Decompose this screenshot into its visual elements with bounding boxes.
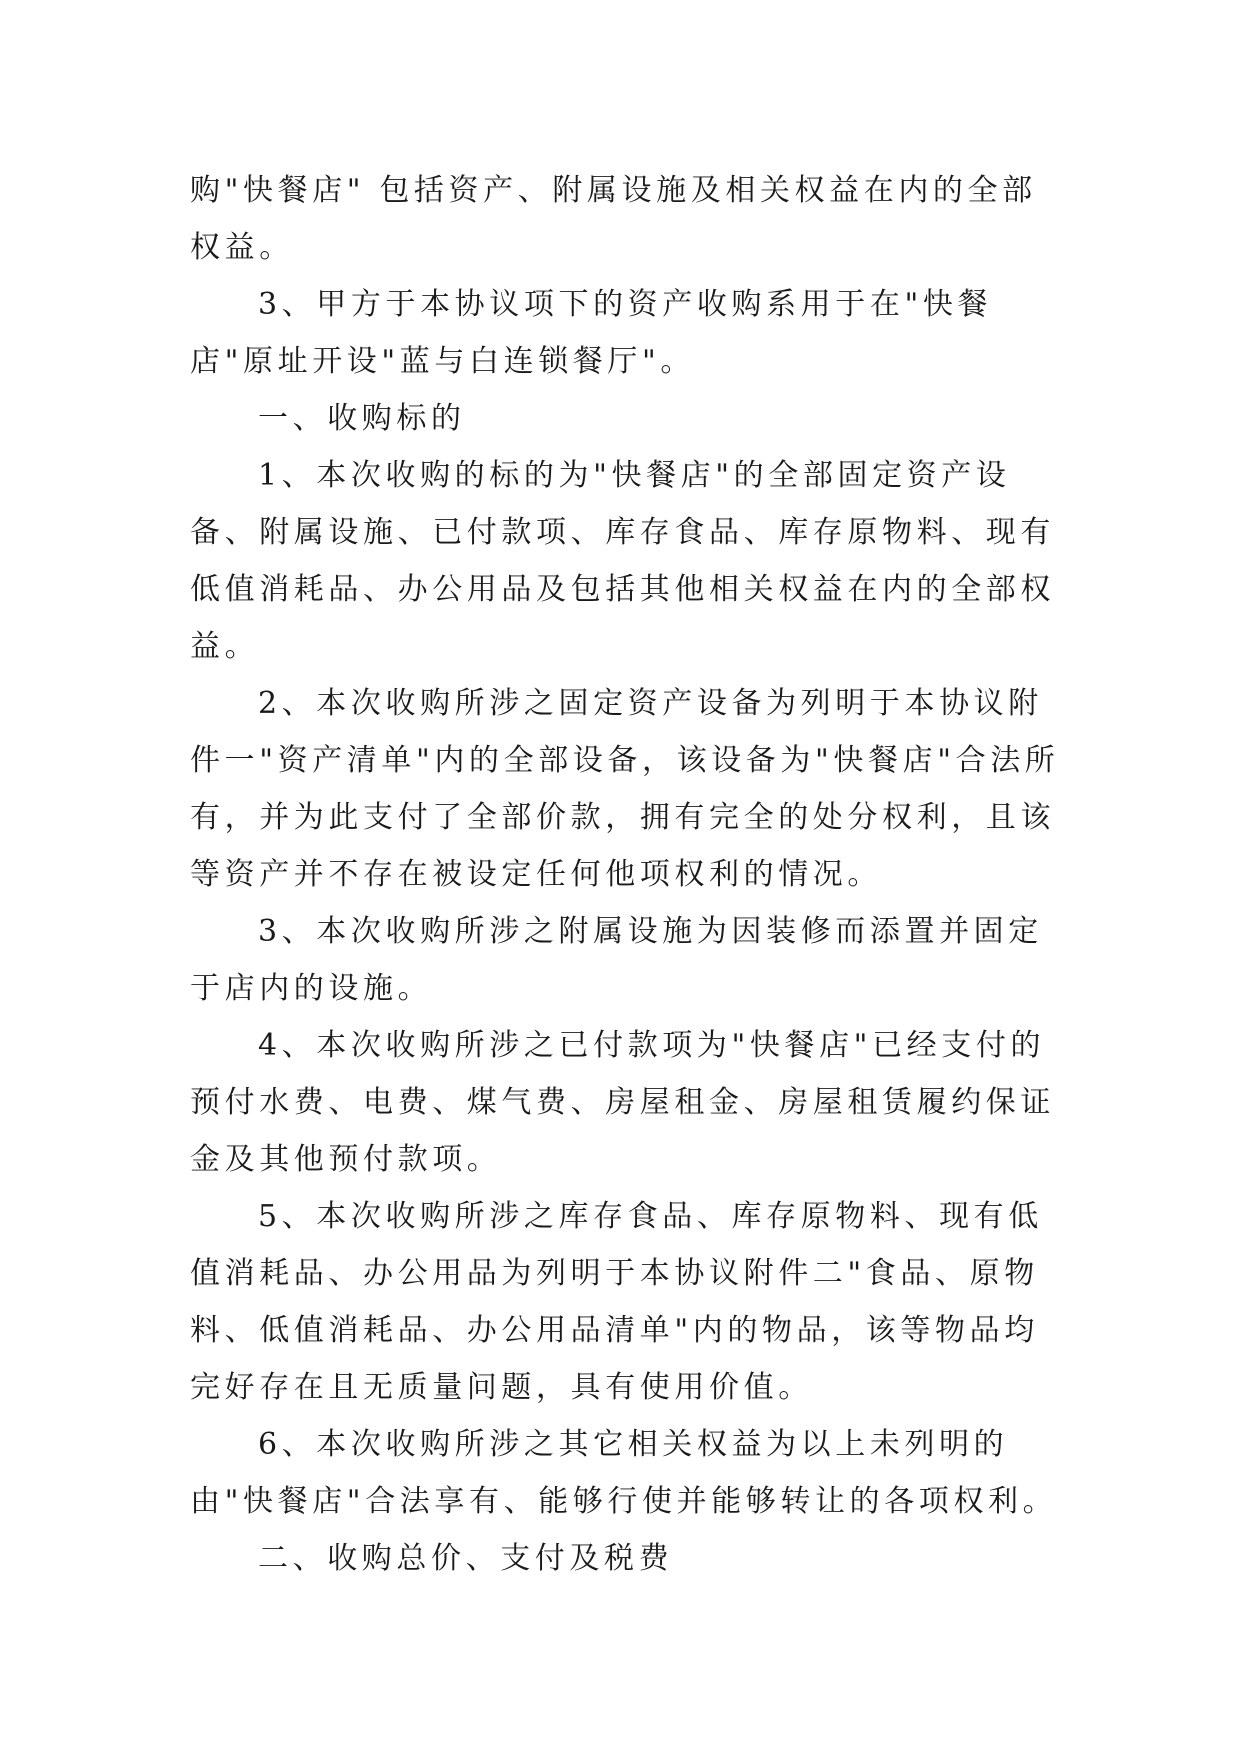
paragraph-item-1: 1、本次收购的标的为"快餐店"的全部固定资产设备、附属设施、已付款项、库存食品、库存原物料、现有低值消耗品、办公用品及包括其他相关权益在内的全部权益。	[190, 458, 1055, 664]
section-heading-price-payment-tax: 二、收购总价、支付及税费	[258, 1541, 674, 1576]
paragraph-continuation: 购"快餐店" 包括资产、附属设施及相关权益在内的全部权益。	[190, 173, 1037, 265]
document-body	[190, 162, 1070, 1587]
paragraph-item-5: 5、本次收购所涉之库存食品、库存原物料、现有低值消耗品、办公用品为列明于本协议附件二"食品、原物料、低值消耗品、办公用品清单"内的物品，该等物品均完好存在且无质量问题，具有使用价值。	[190, 1199, 1043, 1405]
paragraph-item-4: 4、本次收购所涉之已付款项为"快餐店"已经支付的预付水费、电费、煤气费、房屋租金、房屋租赁履约保证金及其他预付款项。	[190, 1028, 1055, 1177]
paragraph-intro-3: 3、甲方于本协议项下的资产收购系用于在"快餐店"原址开设"蓝与白连锁餐厅"。	[190, 287, 993, 379]
paragraph-item-2: 2、本次收购所涉之固定资产设备为列明于本协议附件一"资产清单"内的全部设备，该设备为"快餐店"合法所有，并为此支付了全部价款，拥有完全的处分权利，且该等资产并不存在被设定任何他项权利的情况。	[190, 686, 1060, 892]
paragraph-item-6: 6、本次收购所涉之其它相关权益为以上未列明的由"快餐店"合法享有、能够行使并能够转让的各项权利。	[190, 1427, 1058, 1519]
section-heading-acquisition-target: 一、收购标的	[258, 401, 466, 436]
paragraph-item-3: 3、本次收购所涉之附属设施为因装修而添置并固定于店内的设施。	[190, 914, 1043, 1006]
